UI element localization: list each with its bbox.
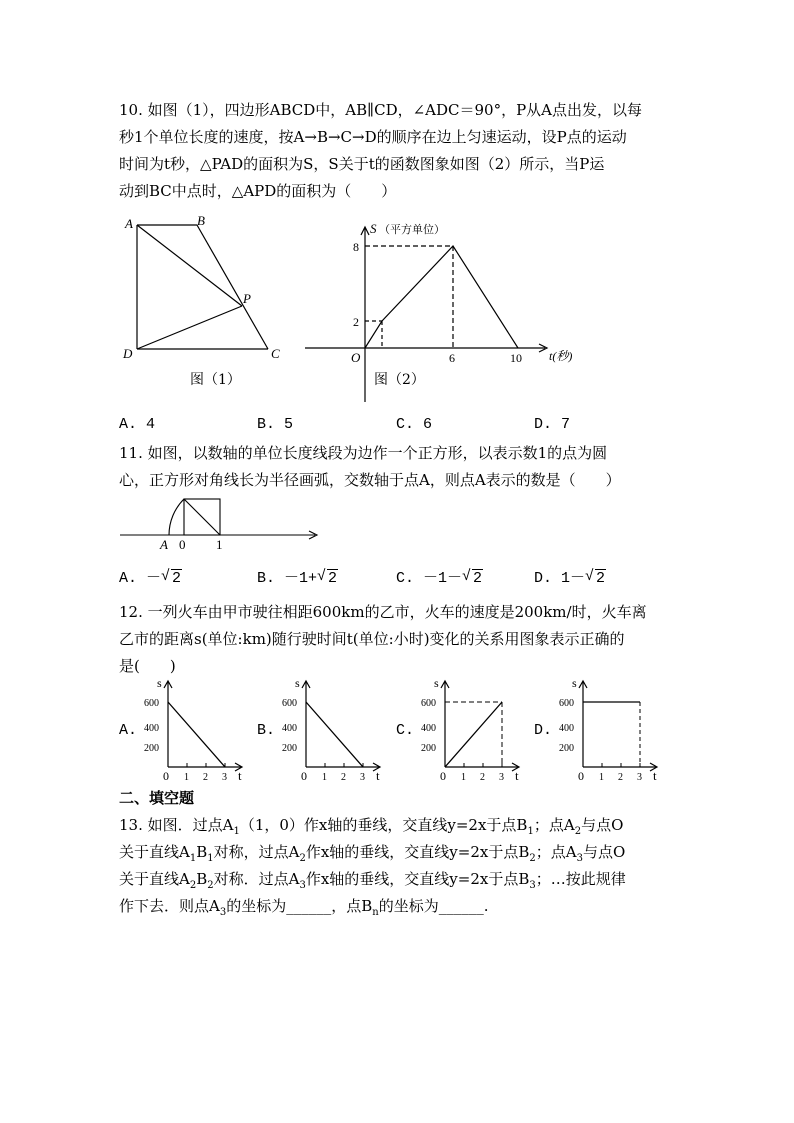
graph-line (168, 702, 225, 767)
x-tick-2: 2 (618, 772, 623, 783)
q11-option-a-pre: － (146, 570, 162, 587)
y-tick-400: 400 (421, 723, 436, 734)
q13-line-3: 关于直线$A_2B_2$对称．过点$A_3$作x轴的垂线，交直线y=2x于点$B_3$；…按此规律 (119, 870, 626, 891)
y-tick-400: 400 (144, 723, 159, 734)
q10-figure-1 (115, 210, 295, 390)
y-tick-200: 200 (282, 743, 297, 754)
y-tick-200: 200 (559, 743, 574, 754)
fig1-segment-dp (137, 306, 242, 349)
x-label: t (515, 768, 519, 783)
fig2-ytick-2: 2 (353, 315, 359, 329)
y-tick-600: 600 (559, 698, 574, 709)
q13-line-1: 13. 如图．过点$A_1(1$，0）作x轴的垂线，交直线y=2x于点$B_1$；点$A_2$与点O (119, 816, 624, 837)
y-tick-400: 400 (559, 723, 574, 734)
q11-number-line-figure (115, 492, 325, 552)
fig1-segment-ap (137, 225, 242, 306)
q10-line-4: 动到BC中点时，△APD的面积为（ ） (119, 182, 397, 200)
q11-label-0: 0 (179, 537, 186, 552)
x-tick-2: 2 (203, 772, 208, 783)
q10-option-d[interactable]: D. 7 (534, 416, 571, 433)
q11-option-a-letter: A. (119, 570, 138, 587)
fig2-yunit: （平方单位） (379, 224, 445, 236)
fig2-ytick-8: 8 (353, 240, 359, 254)
fig2-xtick-6: 6 (449, 351, 455, 365)
q12-graph-a (141, 674, 251, 784)
q13-line-4: 作下去．则点$A_3$的坐标为______，点$B_n$的坐标为______. (119, 897, 489, 918)
q10-option-a[interactable]: A. 4 (119, 416, 156, 433)
y-tick-200: 200 (144, 743, 159, 754)
x-tick-1: 1 (461, 772, 466, 783)
graph-line (306, 702, 363, 767)
fig2-xlabel: t(秒) (549, 349, 573, 363)
q12-option-a-letter[interactable]: A. (119, 722, 138, 739)
fig1-label-d: D (123, 346, 133, 361)
q11-label-1: 1 (216, 537, 223, 552)
x-label: t (238, 768, 242, 783)
x-tick-1: 1 (184, 772, 189, 783)
y-tick-600: 600 (421, 698, 436, 709)
x-tick-1: 1 (599, 772, 604, 783)
q11-option-b[interactable] (257, 566, 338, 587)
q13-line-2: 关于直线$A_1B_1$对称，过点$A_2$作x轴的垂线，交直线y=2x于点$B_2$；点$A_3$与点O (119, 843, 626, 864)
x-tick-0: 0 (301, 769, 307, 783)
q11-arc (169, 499, 184, 535)
sqrt-icon (462, 570, 483, 587)
q11-option-a[interactable] (119, 566, 182, 587)
q11-option-c-rad: 2 (473, 570, 483, 587)
q11-option-d[interactable] (534, 566, 606, 587)
y-tick-600: 600 (282, 698, 297, 709)
q12-option-c-letter[interactable]: C. (396, 722, 415, 739)
q11-option-b-rad: 2 (328, 570, 338, 587)
fig1-label-a: A (125, 216, 133, 231)
x-label: t (653, 768, 657, 783)
q12-graph-b (279, 674, 389, 784)
q12-option-d-letter[interactable]: D. (534, 722, 553, 739)
section-heading: 二、填空题 (119, 789, 195, 807)
fig2-xtick-10: 10 (510, 351, 522, 365)
x-tick-0: 0 (578, 769, 584, 783)
fig2-ylabel: S (370, 221, 377, 236)
fig2-caption: 图（2） (374, 372, 425, 388)
q12-line-2: 乙市的距离s(单位:km)随行驶时间t(单位:小时)变化的关系用图象表示正确的 (119, 630, 625, 648)
q10-line-3: 时间为t秒，△PAD的面积为S，S关于t的函数图象如图（2）所示，当P运 (119, 155, 605, 173)
fig2-graph-line (365, 246, 518, 348)
y-label: s (295, 676, 300, 690)
graph-line (445, 702, 502, 767)
x-tick-2: 2 (341, 772, 346, 783)
fig1-label-b: B (197, 213, 205, 228)
fig1-edge-bc (197, 225, 268, 349)
q11-option-a-rad: 2 (172, 570, 182, 587)
q11-label-a: A (160, 537, 168, 552)
q11-option-c-pre: －1－ (423, 570, 463, 587)
y-label: s (157, 676, 162, 690)
q10-option-c[interactable]: C. 6 (396, 416, 433, 433)
sqrt-icon (317, 570, 338, 587)
q11-diagonal (184, 499, 220, 535)
fig1-label-p: P (243, 291, 251, 306)
x-tick-1: 1 (322, 772, 327, 783)
q11-line-2: 心，正方形对角线长为半径画弧，交数轴于点A，则点A表示的数是（ ） (119, 471, 621, 489)
q10-line-2: 秒1个单位长度的速度，按A→B→C→D的顺序在边上匀速运动，设P点的运动 (119, 128, 627, 146)
x-tick-3: 3 (499, 772, 504, 783)
q11-option-b-letter: B. (257, 570, 276, 587)
q11-option-d-pre: 1－ (561, 570, 586, 587)
y-label: s (434, 676, 439, 690)
x-tick-3: 3 (637, 772, 642, 783)
x-tick-3: 3 (360, 772, 365, 783)
q11-option-d-letter: D. (534, 570, 553, 587)
fig2-origin: O (351, 350, 361, 365)
q11-option-c-letter: C. (396, 570, 415, 587)
q11-option-d-rad: 2 (596, 570, 606, 587)
q10-figure-2 (295, 218, 595, 408)
q10-option-b[interactable]: B. 5 (257, 416, 294, 433)
q12-line-1: 12. 一列火车由甲市驶往相距600km的乙市，火车的速度是200km/时，火车离 (119, 603, 647, 621)
q12-line-3: 是( ) (119, 657, 176, 675)
y-tick-200: 200 (421, 743, 436, 754)
q11-line-1: 11. 如图，以数轴的单位长度线段为边作一个正方形，以表示数1的点为圆 (119, 444, 608, 462)
x-tick-2: 2 (480, 772, 485, 783)
y-tick-400: 400 (282, 723, 297, 734)
sqrt-icon (161, 570, 182, 587)
sqrt-icon (585, 570, 606, 587)
x-tick-3: 3 (222, 772, 227, 783)
q11-option-b-pre: －1+ (284, 570, 318, 587)
q12-graph-c (418, 674, 528, 784)
q12-option-b-letter[interactable]: B. (257, 722, 276, 739)
x-label: t (376, 768, 380, 783)
x-tick-0: 0 (440, 769, 446, 783)
q12-graph-d (556, 674, 666, 784)
y-tick-600: 600 (144, 698, 159, 709)
fig1-label-c: C (271, 346, 280, 361)
q10-line-1: 10. 如图（1），四边形ABCD中，AB∥CD，∠ADC＝90°，P从A点出发，以每 (119, 101, 643, 119)
fig1-caption: 图（1） (190, 372, 241, 388)
x-tick-0: 0 (163, 769, 169, 783)
q11-option-c[interactable] (396, 566, 483, 587)
y-label: s (572, 676, 577, 690)
